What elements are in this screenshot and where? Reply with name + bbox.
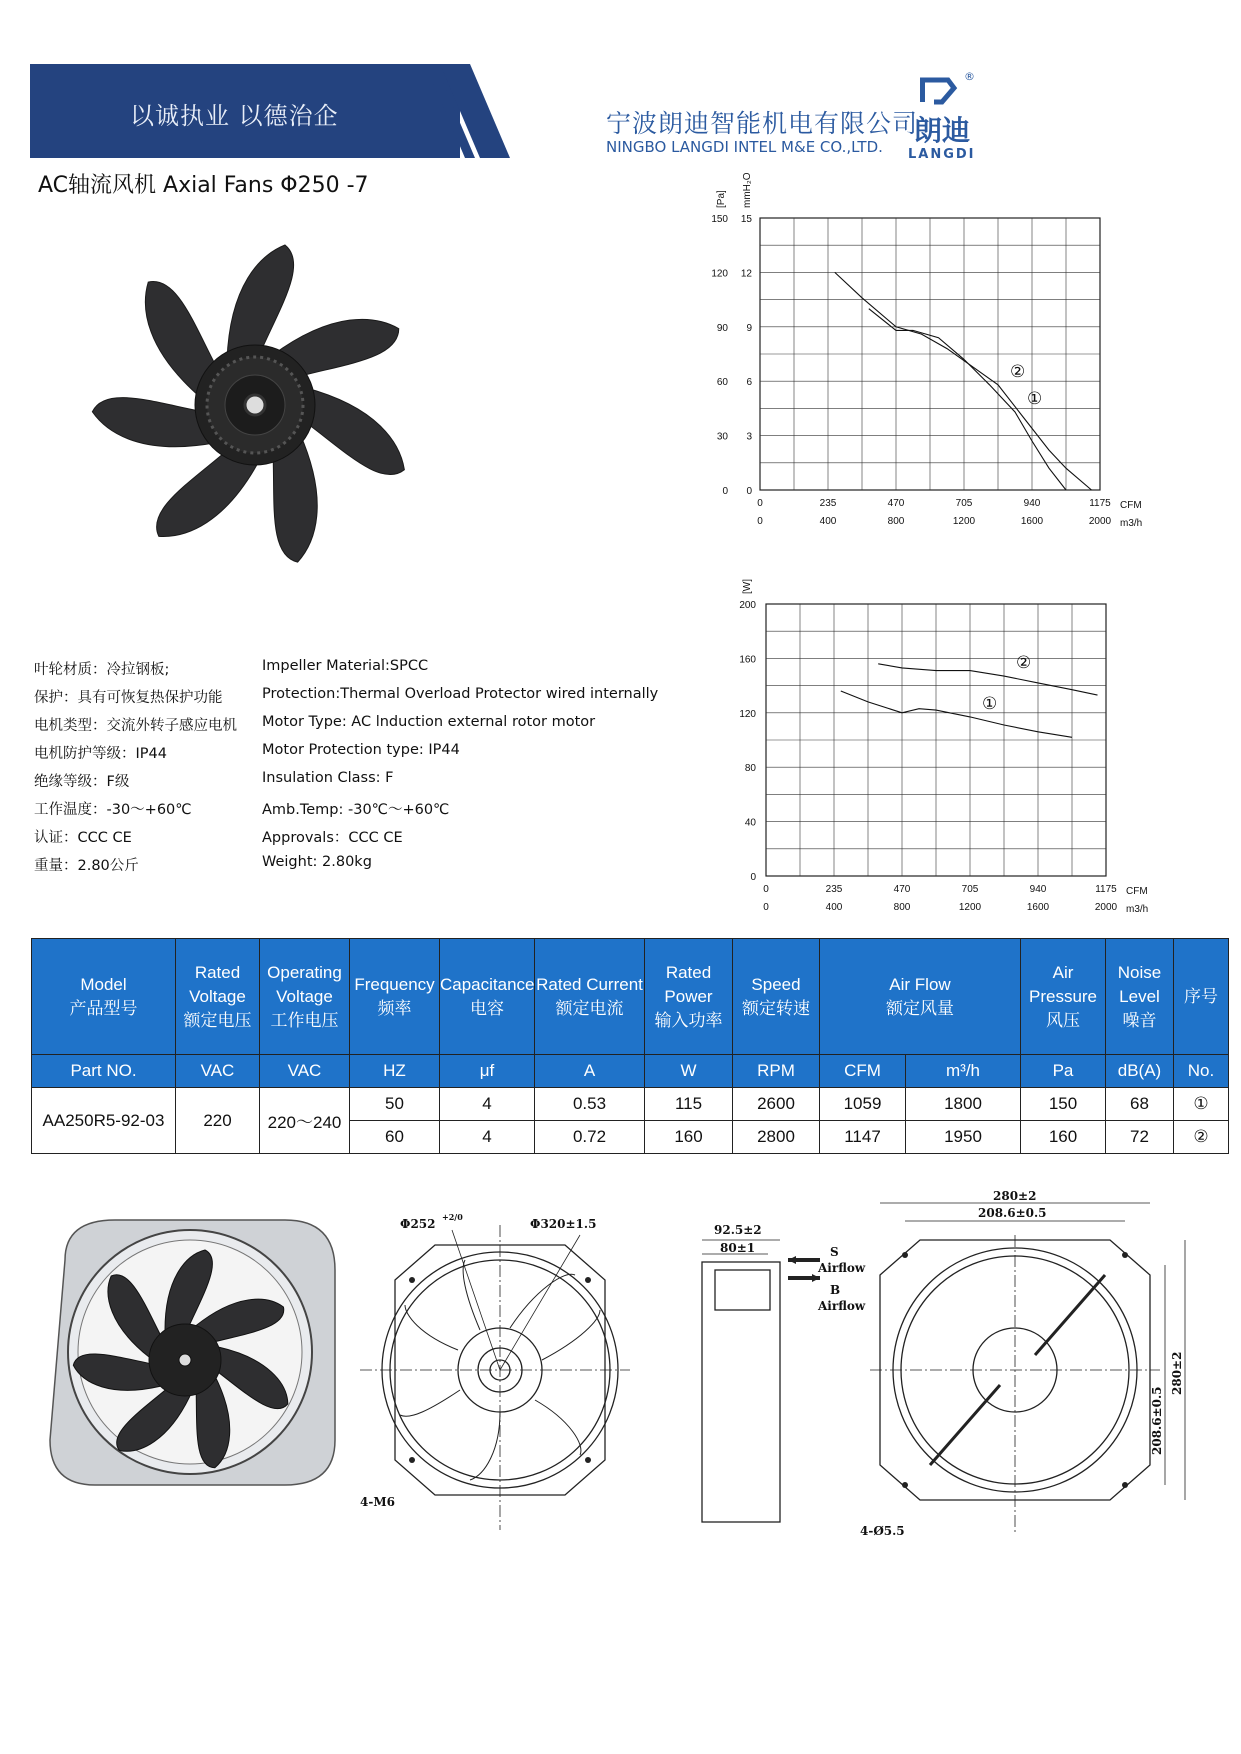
power-curve-chart: [700, 570, 1200, 920]
x-unit-cfm: CFM: [1120, 500, 1142, 511]
y-tick-label-pa: 60: [716, 377, 728, 389]
th-model: Model 产品型号: [32, 939, 176, 1055]
dim-rear-height: 280±2: [1170, 1351, 1184, 1395]
unit-rpm: RPM: [733, 1055, 820, 1088]
unit-a: A: [535, 1055, 645, 1088]
y-tick-label-w: 120: [739, 708, 756, 720]
y-tick-label-mmh2o: 15: [740, 214, 752, 225]
spec-cn-protection: 保护：具有可恢复热保护功能: [34, 690, 223, 706]
dim-rear-hole-spacing: 208.6±0.5: [978, 1206, 1047, 1220]
cell-m3h: 1800: [906, 1088, 1021, 1121]
x-unit-m3h: m3/h: [1120, 518, 1143, 529]
unit-w: W: [645, 1055, 733, 1088]
spec-en-protection: Protection:Thermal Overload Protector wired internally: [262, 686, 659, 702]
series-label: ①: [1027, 389, 1043, 410]
x-tick-label-m3h: 800: [893, 902, 911, 913]
cell-m3h: 1950: [906, 1121, 1021, 1154]
slogan: 以诚执业 以德治企: [130, 102, 339, 130]
document-title: AC轴流风机 Axial Fans Φ250 -7: [38, 173, 369, 198]
y-tick-label-pa: 120: [711, 268, 728, 280]
x-tick-label-cfm: 0: [763, 884, 769, 895]
x-tick-label-cfm: 1175: [1089, 498, 1111, 509]
series-label: ②: [1010, 361, 1026, 382]
th-noise-level: Noise Level 噪音: [1106, 939, 1174, 1055]
cell-part-no: AA250R5-92-03: [32, 1088, 176, 1154]
th-frequency: Frequency 频率: [350, 939, 440, 1055]
y-tick-label-mmh2o: 6: [746, 377, 752, 389]
y-tick-label-w: 200: [739, 600, 756, 611]
spec-en-motor-type: Motor Type: AC lnduction external rotor motor: [262, 714, 596, 730]
x-tick-label-m3h: 0: [757, 516, 763, 527]
spec-cn-motor-type: 电机类型：交流外转子感应电机: [34, 718, 237, 734]
x-tick-label-cfm: 940: [1023, 498, 1041, 509]
x-tick-label-m3h: 1200: [958, 902, 982, 913]
spec-cn-weight: 重量：2.80公斤: [34, 858, 139, 874]
cell-hz: 50: [350, 1088, 440, 1121]
unit-m3h: m³/h: [906, 1055, 1021, 1088]
spec-en-temp: Amb.Temp: -30℃～+60℃: [262, 802, 450, 818]
dim-phi252: Φ252: [400, 1217, 436, 1231]
series-label: ①: [982, 693, 998, 714]
dim-phi320: Φ320±1.5: [530, 1217, 597, 1231]
dim-phi252-tol: +2/0: [442, 1212, 463, 1222]
y-tick-label-pa: 0: [722, 486, 728, 497]
cell-hz: 60: [350, 1121, 440, 1154]
cell-rpm: 2800: [733, 1121, 820, 1154]
spec-cn-approvals: 认证：CCC CE: [34, 830, 132, 846]
dim-4-m6: 4-M6: [360, 1495, 395, 1509]
cell-no: ①: [1174, 1088, 1229, 1121]
airflow-s-letter: S: [830, 1245, 839, 1259]
airflow-b-label: Airflow: [818, 1299, 866, 1313]
y-unit-mmh2o: mmH₂O: [742, 172, 753, 208]
spec-en-protection-type: Motor Protection type: IP44: [262, 742, 460, 758]
x-tick-label-cfm: 705: [955, 498, 973, 509]
spec-en-weight: Weight: 2.80kg: [262, 854, 372, 870]
cell-pa: 160: [1021, 1121, 1106, 1154]
series-line: [878, 664, 1097, 695]
cell-db: 72: [1106, 1121, 1174, 1154]
x-tick-label-cfm: 1175: [1095, 884, 1117, 895]
y-tick-label-mmh2o: 9: [746, 322, 752, 334]
y-tick-label-mmh2o: 12: [740, 268, 752, 280]
unit-no: No.: [1174, 1055, 1229, 1088]
pressure-curve-chart: [700, 172, 1200, 570]
airflow-s-label: Airflow: [818, 1261, 866, 1275]
cell-operating-voltage: 220～240: [260, 1088, 350, 1154]
x-tick-label-cfm: 235: [825, 884, 843, 895]
langdi-logo: [912, 70, 975, 147]
x-tick-label-m3h: 1600: [1020, 516, 1044, 527]
unit-vac-rated: VAC: [176, 1055, 260, 1088]
x-tick-label-cfm: 705: [961, 884, 979, 895]
th-air-flow: Air Flow 额定风量: [820, 939, 1021, 1055]
cell-cfm: 1147: [820, 1121, 906, 1154]
x-tick-label-m3h: 400: [825, 902, 843, 913]
spec-cn-impeller: 叶轮材质：冷拉钢板;: [34, 662, 170, 678]
unit-hz: HZ: [350, 1055, 440, 1088]
th-capacitance: Capacitance 电容: [440, 939, 535, 1055]
unit-pa: Pa: [1021, 1055, 1106, 1088]
x-unit-cfm: CFM: [1126, 886, 1148, 897]
y-tick-label-pa: 90: [716, 322, 728, 334]
brand-cn: 朗迪: [914, 114, 971, 147]
y-tick-label-w: 40: [744, 817, 756, 829]
rear-view-drawing: [860, 1189, 1210, 1555]
x-tick-label-m3h: 800: [887, 516, 905, 527]
spec-en-impeller: Impeller Material:SPCC: [262, 658, 429, 674]
th-operating-voltage: Operating Voltage 工作电压: [260, 939, 350, 1055]
x-tick-label-m3h: 1600: [1026, 902, 1050, 913]
y-tick-label-w: 80: [744, 763, 756, 775]
x-tick-label-cfm: 470: [887, 498, 905, 509]
y-tick-label-pa: 30: [716, 431, 728, 443]
x-tick-label-m3h: 400: [819, 516, 837, 527]
cell-rpm: 2600: [733, 1088, 820, 1121]
th-index: 序号: [1174, 939, 1229, 1055]
unit-uf: μf: [440, 1055, 535, 1088]
x-tick-label-cfm: 235: [819, 498, 837, 509]
y-tick-label-pa: 150: [711, 214, 728, 225]
unit-dba: dB(A): [1106, 1055, 1174, 1088]
x-tick-label-cfm: 0: [757, 498, 763, 509]
th-rated-current: Rated Current 额定电流: [535, 939, 645, 1055]
spec-cn-insulation: 绝缘等级：F级: [34, 774, 130, 790]
brand-name-en: LANGDI: [908, 147, 976, 162]
unit-cfm: CFM: [820, 1055, 906, 1088]
x-tick-label-m3h: 2000: [1088, 516, 1112, 527]
company-name-cn: 宁波朗迪智能机电有限公司: [606, 109, 919, 138]
x-tick-label-cfm: 470: [893, 884, 911, 895]
cell-uf: 4: [440, 1121, 535, 1154]
unit-vac-operating: VAC: [260, 1055, 350, 1088]
cell-a: 0.72: [535, 1121, 645, 1154]
dim-80: 80±1: [720, 1241, 756, 1255]
x-tick-label-cfm: 940: [1029, 884, 1047, 895]
y-tick-label-w: 0: [750, 872, 756, 883]
cell-pa: 150: [1021, 1088, 1106, 1121]
spec-cn-protection-type: 电机防护等级：IP44: [34, 746, 167, 762]
cell-uf: 4: [440, 1088, 535, 1121]
front-view-drawing: [360, 1210, 630, 1550]
cell-cfm: 1059: [820, 1088, 906, 1121]
y-tick-label-w: 160: [739, 654, 756, 666]
y-unit-pa: [Pa]: [716, 190, 727, 208]
dim-rear-height-spacing: 208.6±0.5: [1150, 1386, 1164, 1455]
dim-92-5: 92.5±2: [714, 1223, 762, 1237]
y-unit-w: [W]: [742, 579, 753, 594]
y-tick-label-mmh2o: 0: [746, 486, 752, 497]
cell-rated-voltage: 220: [176, 1088, 260, 1154]
dim-rear-width: 280±2: [993, 1189, 1037, 1203]
th-rated-power: Rated Power 输入功率: [645, 939, 733, 1055]
series-label: ②: [1016, 653, 1032, 674]
unit-part-no: Part NO.: [32, 1055, 176, 1088]
th-rated-voltage: Rated Voltage 额定电压: [176, 939, 260, 1055]
fan-3d-render: [35, 1200, 345, 1500]
cell-no: ②: [1174, 1121, 1229, 1154]
company-name-en: NINGBO LANGDI INTEL M&E CO.,LTD.: [606, 138, 883, 156]
table-row: [32, 1088, 1229, 1121]
registered-mark: ®: [964, 70, 975, 83]
cell-db: 68: [1106, 1088, 1174, 1121]
cell-a: 0.53: [535, 1088, 645, 1121]
x-tick-label-m3h: 1200: [952, 516, 976, 527]
y-tick-label-mmh2o: 3: [746, 431, 752, 443]
airflow-b-letter: B: [830, 1283, 841, 1297]
spec-table: [31, 938, 1229, 1154]
x-unit-m3h: m3/h: [1126, 904, 1149, 915]
spec-cn-temp: 工作温度：-30～+60℃: [34, 802, 192, 818]
spec-en-insulation: Insulation Class: F: [262, 770, 394, 786]
series-line: [841, 691, 1072, 737]
th-speed: Speed 额定转速: [733, 939, 820, 1055]
fan-impeller-image: [90, 240, 420, 570]
x-tick-label-m3h: 0: [763, 902, 769, 913]
cell-w: 160: [645, 1121, 733, 1154]
x-tick-label-m3h: 2000: [1094, 902, 1118, 913]
spec-en-approvals: Approvals：CCC CE: [262, 830, 403, 846]
dim-4-holes: 4-Ø5.5: [860, 1524, 905, 1538]
cell-w: 115: [645, 1088, 733, 1121]
th-air-pressure: Air Pressure 风压: [1021, 939, 1106, 1055]
